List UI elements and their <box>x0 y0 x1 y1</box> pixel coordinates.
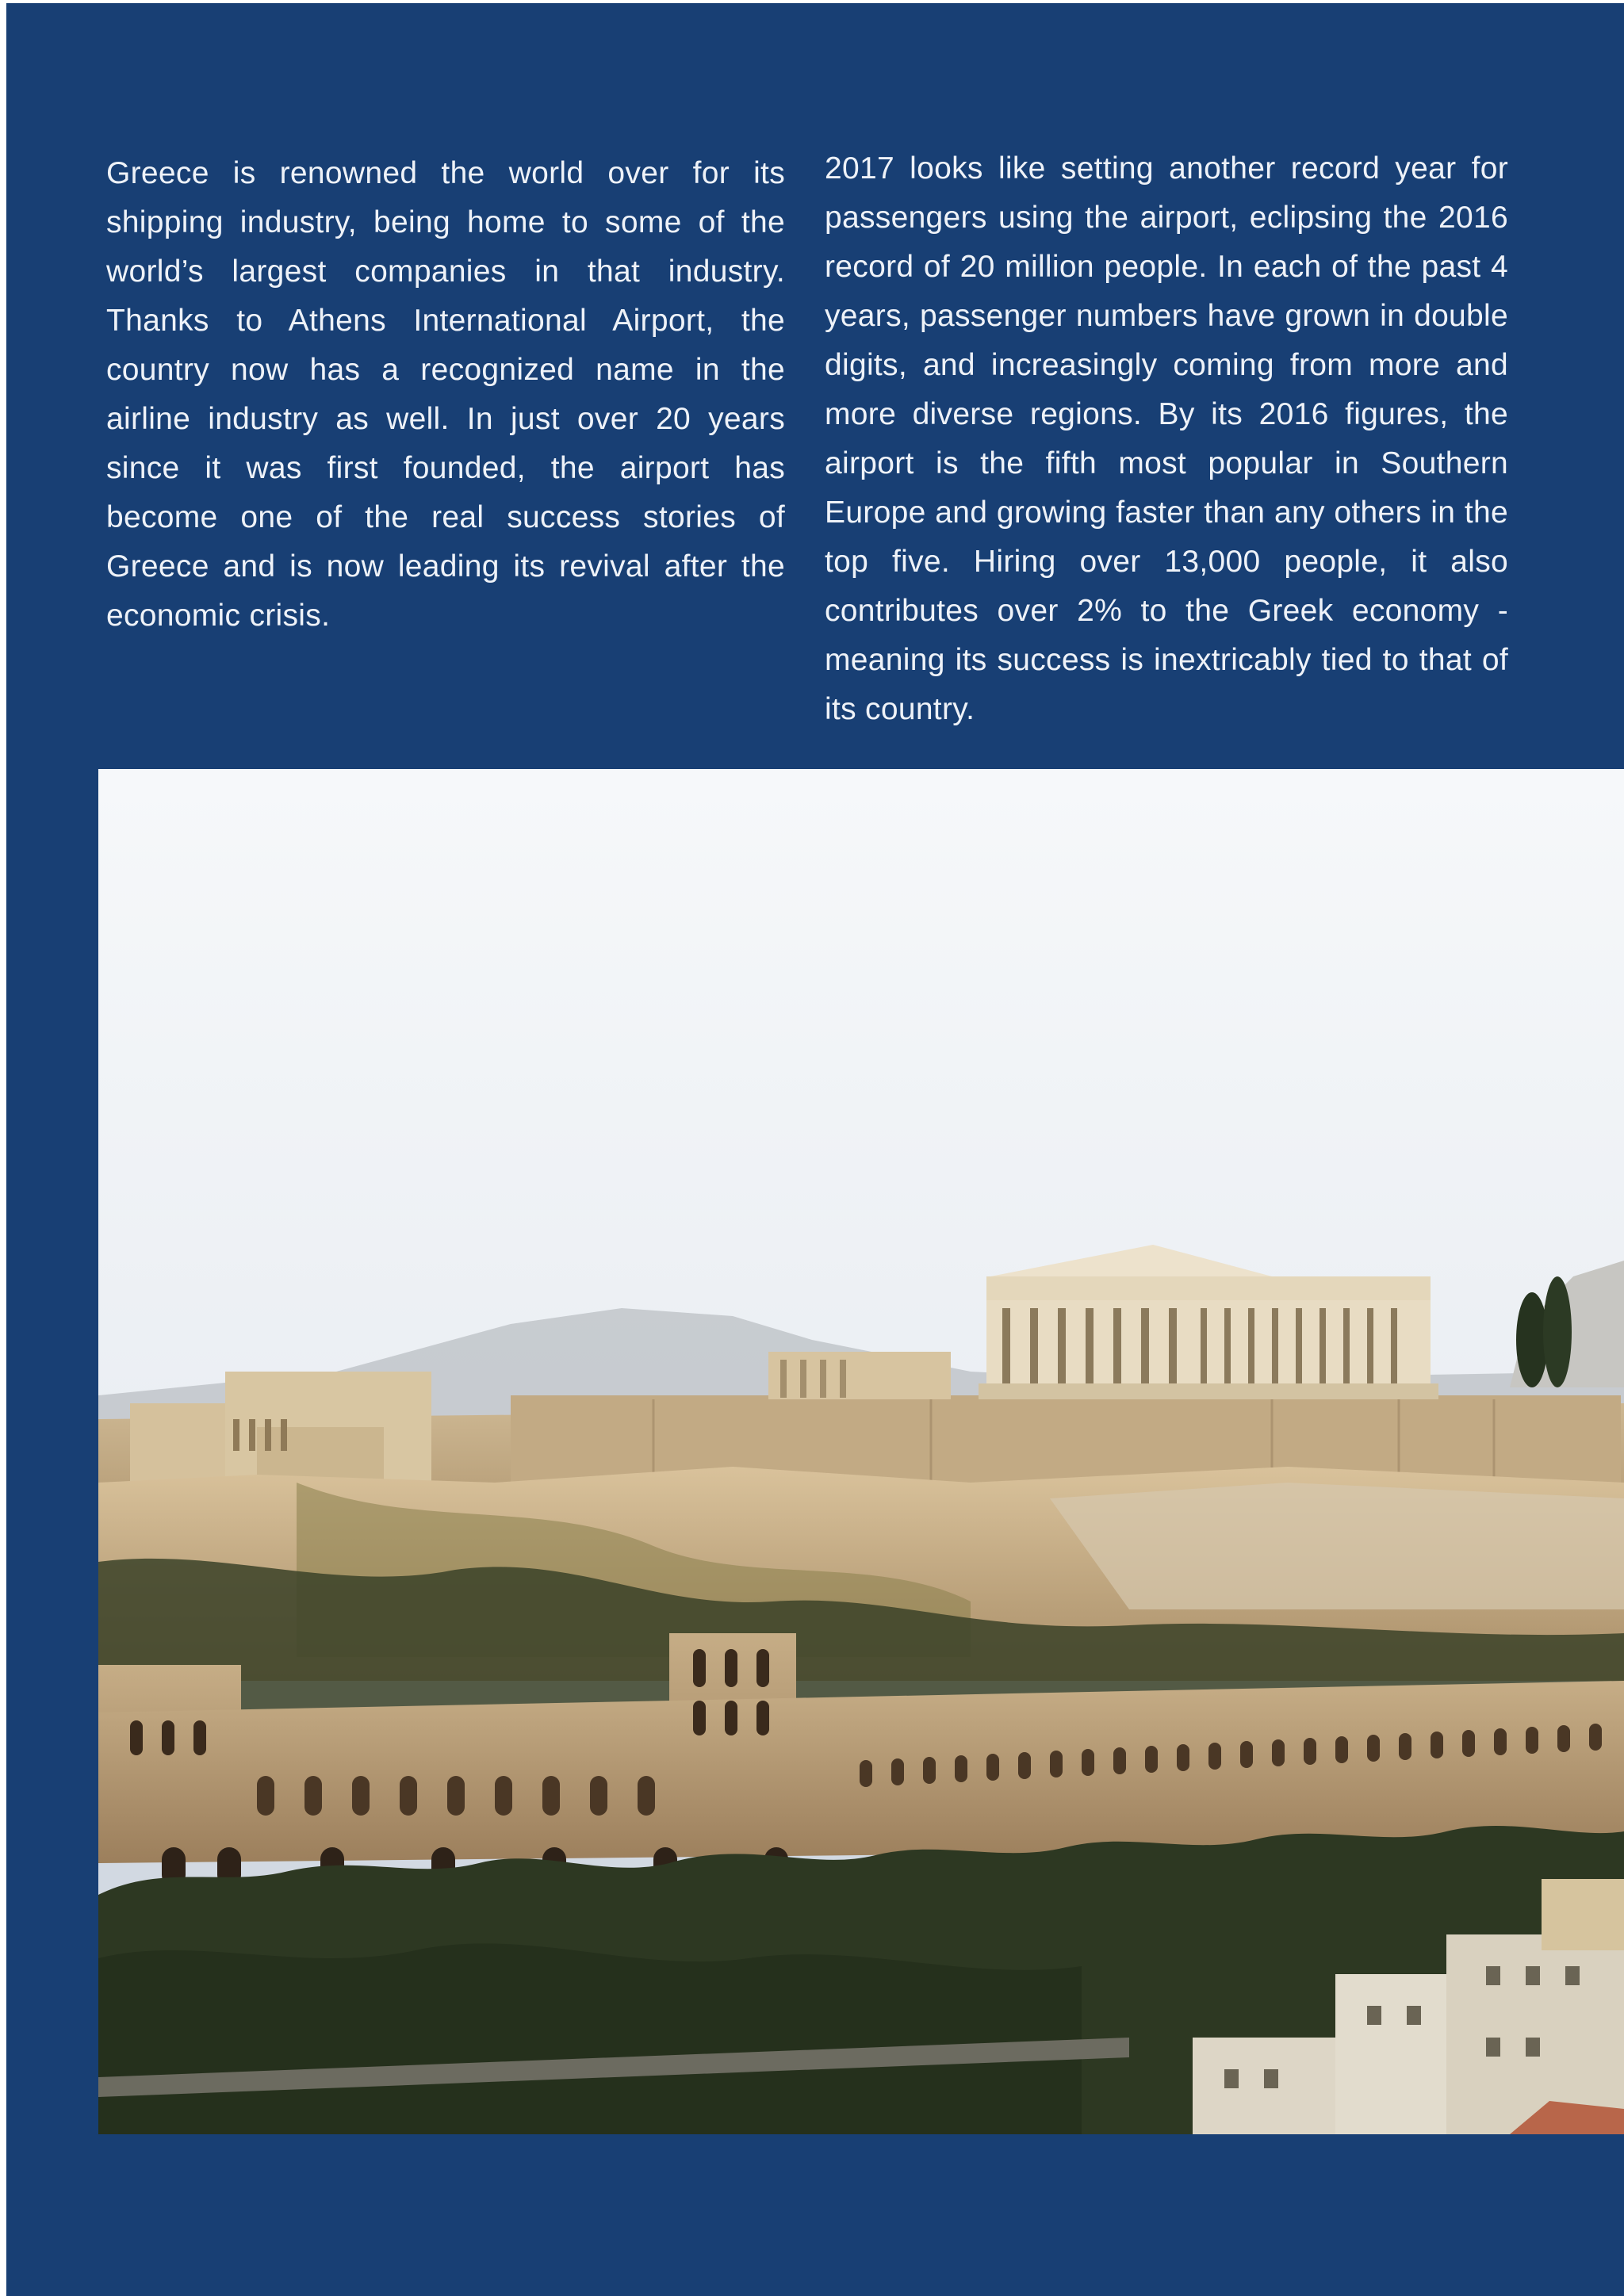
article-paragraph-right: 2017 looks like setting another record year for passengers using the airport, eclipsing the 2016 record of 20 million people. In each of the past 4 years, passenger numbers have grown in double digits, and increasingly coming from more and more diverse regions. By its 2016 figures, the airport is the fifth most popular in Southern Europe and growing faster than any others in the top five. Hiring over 13,000 people, it also contributes over 2% to the Greek economy - meaning its success is inextricably tied to that of its country. <box>825 151 1508 726</box>
acropolis-photo <box>98 769 1624 2134</box>
article-paragraph-left: Greece is renowned the world over for its shipping industry, being home to some of the world’s largest companies in that industry. Thanks to Athens International Airport, the country now has a recognized name in the airline industry as well. In just over 20 years since it was first founded, the airport has become one of the real success stories of Greece and is now leading its revival after the economic crisis. <box>106 156 785 633</box>
